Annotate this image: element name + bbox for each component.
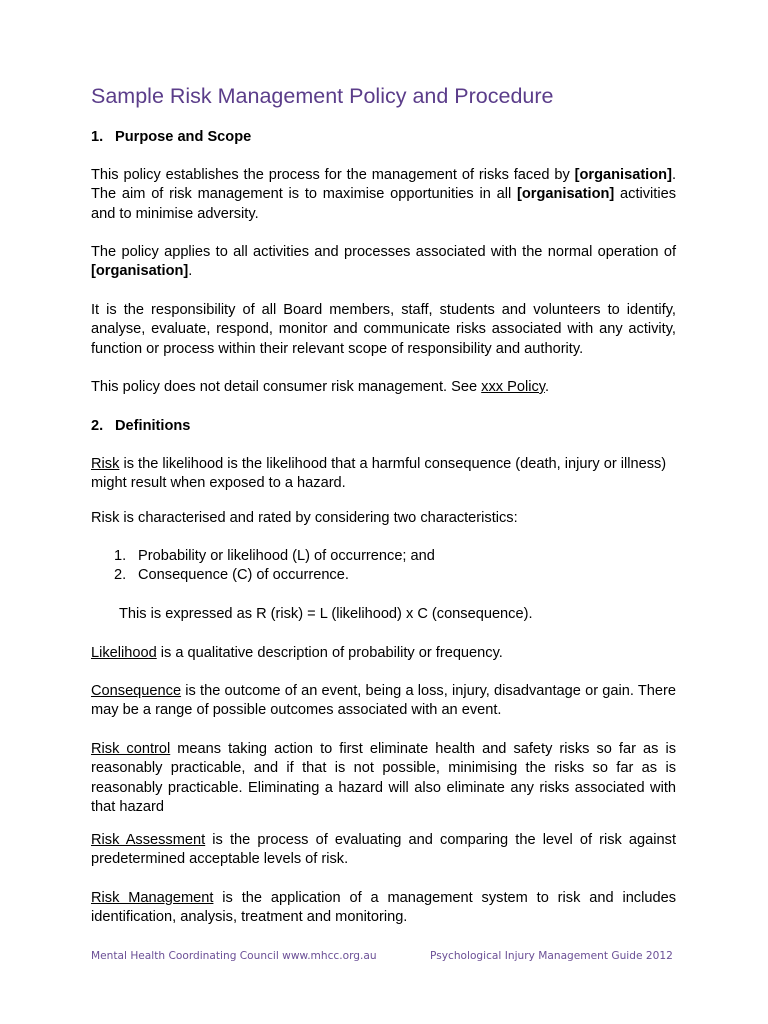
list-item	[114, 566, 349, 585]
footer-left: Mental Health Coordinating Council www.mhcc.org.au	[91, 950, 377, 962]
definition-risk-management	[91, 889, 676, 928]
text-run: This policy establishes the process for the management of risks faced by	[91, 167, 575, 183]
document-title: Sample Risk Management Policy and Procedure	[91, 84, 554, 108]
text-run: activities and to minimise adversity.	[91, 186, 677, 222]
definition-risk-assessment	[91, 831, 676, 870]
purpose-paragraph-4	[91, 378, 676, 397]
list-number: 2.	[114, 567, 127, 583]
text-run: . The aim of risk management is to maximise opportunities in all	[91, 167, 676, 203]
definition-risk-control	[91, 740, 676, 818]
term-consequence: Consequence	[91, 683, 182, 699]
definition-consequence	[91, 682, 676, 721]
risk-formula: This is expressed as R (risk) = L (likelihood) x C (consequence).	[119, 606, 533, 622]
term-risk-assessment: Risk Assessment	[91, 832, 206, 848]
list-number: 1.	[114, 548, 127, 564]
term-risk-control: Risk control	[91, 741, 171, 757]
text-run: The policy applies to all activities and processes associated with the normal operation of	[91, 244, 676, 260]
definition-text: is the process of evaluating and comparing the level of risk against predetermined acceptable levels of risk.	[91, 832, 676, 868]
risk-characterised-paragraph: Risk is characterised and rated by considering two characteristics:	[91, 510, 518, 526]
purpose-paragraph-3: It is the responsibility of all Board members, staff, students and volunteers to identify, analyse, evaluate, respond, monitor and communicate risks associated with any activity, function or process within their relevant scope of responsibility and authority.	[91, 302, 676, 357]
organisation-placeholder: [organisation]	[516, 186, 615, 203]
text-run: This policy does not detail consumer risk management. See	[91, 379, 482, 395]
definition-text: is a qualitative description of probability or frequency.	[156, 645, 503, 661]
purpose-paragraph-1	[91, 166, 676, 224]
section-1-title: Purpose and Scope	[115, 129, 252, 145]
section-2-heading	[91, 417, 190, 436]
definition-text: is the outcome of an event, being a loss, injury, disadvantage or gain. There may be a range of possible outcomes associated with an event.	[91, 683, 676, 719]
definition-text: is the application of a management system to risk and includes identification, analysis, treatment and monitoring.	[91, 890, 676, 926]
list-item	[114, 547, 435, 566]
list-text: Consequence (C) of occurrence.	[138, 567, 349, 583]
definition-likelihood	[91, 644, 676, 663]
text-run: .	[188, 263, 193, 280]
term-risk: Risk	[91, 456, 120, 472]
list-text: Probability or likelihood (L) of occurrence; and	[138, 548, 435, 564]
term-risk-management: Risk Management	[91, 890, 214, 906]
definition-risk	[91, 455, 676, 494]
xxx-policy-link[interactable]: xxx Policy	[481, 379, 545, 395]
definition-text: is the likelihood is the likelihood that a harmful consequence (death, injury or illness) might result when exposed to a hazard.	[91, 456, 667, 492]
section-2-number: 2.	[91, 418, 104, 434]
term-likelihood: Likelihood	[91, 645, 157, 661]
definition-text: means taking action to first eliminate health and safety risks so far as is reasonably practicable, and if that is not possible, minimising the risks so far as is reasonably practicable. Eliminating a hazard will also eliminate any risks associated with that hazard	[91, 741, 676, 816]
section-2-title: Definitions	[115, 418, 191, 434]
purpose-paragraph-2	[91, 243, 676, 282]
text-run: .	[544, 379, 550, 395]
organisation-placeholder: [organisation]	[91, 263, 189, 280]
section-1-number: 1.	[91, 129, 104, 145]
organisation-placeholder: [organisation]	[574, 167, 672, 183]
section-1-heading	[91, 128, 251, 147]
footer-right: Psychological Injury Management Guide 2012	[430, 950, 673, 962]
